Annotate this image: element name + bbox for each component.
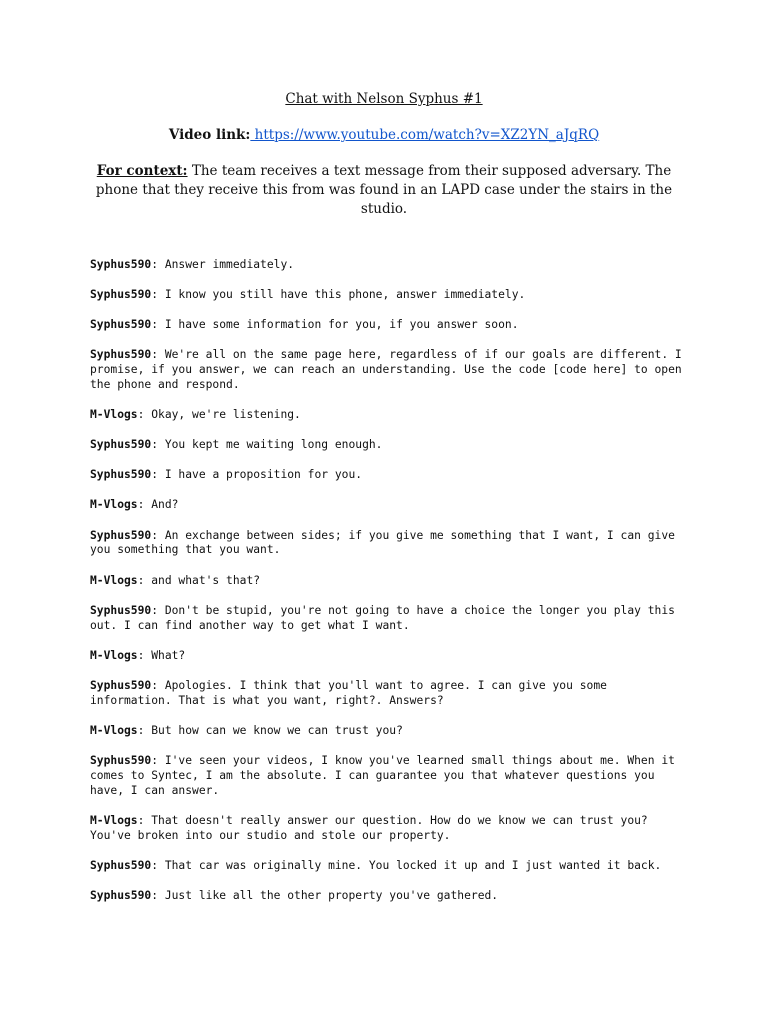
chat-message: Syphus590: Apologies. I think that you'll want to agree. I can give you some information. That is what you want, right?. Answers?	[90, 678, 607, 707]
chat-message: M-Vlogs: and what's that?	[90, 573, 261, 587]
chat-transcript	[90, 258, 690, 919]
message-speaker: Syphus590	[90, 753, 152, 767]
message-speaker: Syphus590	[90, 678, 152, 692]
video-link-label: Video link:	[168, 127, 251, 143]
message-speaker: M-Vlogs	[90, 648, 138, 662]
context-paragraph	[80, 162, 688, 219]
message-text: That doesn't really answer our question. How do we know we can trust you? You've broken into our studio and stole our property.	[90, 813, 648, 842]
message-speaker: M-Vlogs	[90, 573, 138, 587]
chat-message: Syphus590: Don't be stupid, you're not going to have a choice the longer you play this out. I can find another way to get what I want.	[90, 603, 675, 632]
message-text: And?	[144, 498, 179, 512]
message-speaker: Syphus590	[90, 528, 152, 542]
context-label: For context:	[96, 163, 188, 179]
chat-message: M-Vlogs: And?	[90, 498, 179, 512]
message-text: That car was originally mine. You locked it up and I just wanted it back.	[158, 858, 662, 872]
message-text: and what's that?	[144, 573, 261, 587]
message-speaker: M-Vlogs	[90, 498, 138, 512]
message-speaker: M-Vlogs	[90, 408, 138, 422]
chat-message: M-Vlogs: That doesn't really answer our question. How do we know we can trust you? You've broken into our studio and stole our property.	[90, 813, 648, 842]
message-text: An exchange between sides; if you give me something that I want, I can give you something that you want.	[90, 528, 675, 557]
message-text: What?	[144, 648, 186, 662]
message-text: I know you still have this phone, answer immediately.	[158, 288, 526, 302]
message-text: I've seen your videos, I know you've learned small things about me. When it comes to Syntec, I am the absolute. I can guarantee you that whatever questions you have, I can answer.	[90, 753, 675, 797]
message-speaker: Syphus590	[90, 318, 152, 332]
video-link-line	[80, 126, 688, 145]
chat-message: M-Vlogs: What?	[90, 648, 186, 662]
message-speaker: M-Vlogs	[90, 723, 138, 737]
message-speaker: Syphus590	[90, 888, 152, 902]
message-text: Answer immediately.	[158, 258, 295, 271]
document-header	[80, 90, 688, 219]
chat-message: Syphus590: We're all on the same page here, regardless of if our goals are different. I promise, if you answer, we can reach an understanding. Use the code [code here] to open the phone and respond.	[90, 348, 682, 392]
message-text: I have a proposition for you.	[158, 468, 363, 482]
message-speaker: Syphus590	[90, 258, 152, 271]
message-speaker: Syphus590	[90, 858, 152, 872]
message-speaker: M-Vlogs	[90, 813, 138, 827]
chat-message: M-Vlogs: But how can we know we can trust you?	[90, 723, 403, 737]
chat-message: Syphus590: Just like all the other property you've gathered.	[90, 888, 499, 902]
chat-message: Syphus590: I have some information for you, if you answer soon.	[90, 318, 519, 332]
message-speaker: Syphus590	[90, 288, 152, 302]
message-text: But how can we know we can trust you?	[144, 723, 403, 737]
message-speaker: Syphus590	[90, 603, 152, 617]
message-text: You kept me waiting long enough.	[158, 438, 383, 452]
message-speaker: Syphus590	[90, 468, 152, 482]
chat-message: Syphus590: An exchange between sides; if you give me something that I want, I can give you something that you want.	[90, 528, 675, 557]
message-speaker: Syphus590	[90, 348, 152, 362]
message-text: Just like all the other property you've gathered.	[158, 888, 499, 902]
message-speaker: Syphus590	[90, 438, 152, 452]
chat-message: M-Vlogs: Okay, we're listening.	[90, 408, 301, 422]
chat-message: Syphus590: I've seen your videos, I know you've learned small things about me. When it comes to Syntec, I am the absolute. I can guarantee you that whatever questions you have, I can answer.	[90, 753, 675, 797]
chat-message: Syphus590: That car was originally mine. You locked it up and I just wanted it back.	[90, 858, 662, 872]
chat-message: Syphus590: I have a proposition for you.	[90, 468, 363, 482]
context-text: The team receives a text message from their supposed adversary. The phone that they receive this from was found in an LAPD case under the stairs in the studio.	[95, 163, 673, 217]
chat-message: Syphus590: You kept me waiting long enough.	[90, 438, 383, 452]
message-text: Apologies. I think that you'll want to agree. I can give you some information. That is what you want, right?. Answers?	[90, 678, 607, 707]
message-text: Don't be stupid, you're not going to have a choice the longer you play this out. I can find another way to get what I want.	[90, 603, 675, 632]
document-title: Chat with Nelson Syphus #1	[285, 91, 483, 107]
chat-message: Syphus590: Answer immediately.	[90, 258, 295, 271]
message-text: Okay, we're listening.	[144, 408, 301, 422]
message-text: We're all on the same page here, regardless of if our goals are different. I promise, if you answer, we can reach an understanding. Use the code [code here] to open the phone and respond.	[90, 348, 682, 392]
chat-message: Syphus590: I know you still have this phone, answer immediately.	[90, 288, 526, 302]
message-text: I have some information for you, if you answer soon.	[158, 318, 519, 332]
video-link[interactable]: https://www.youtube.com/watch?v=XZ2YN_aJqRQ	[250, 127, 600, 143]
